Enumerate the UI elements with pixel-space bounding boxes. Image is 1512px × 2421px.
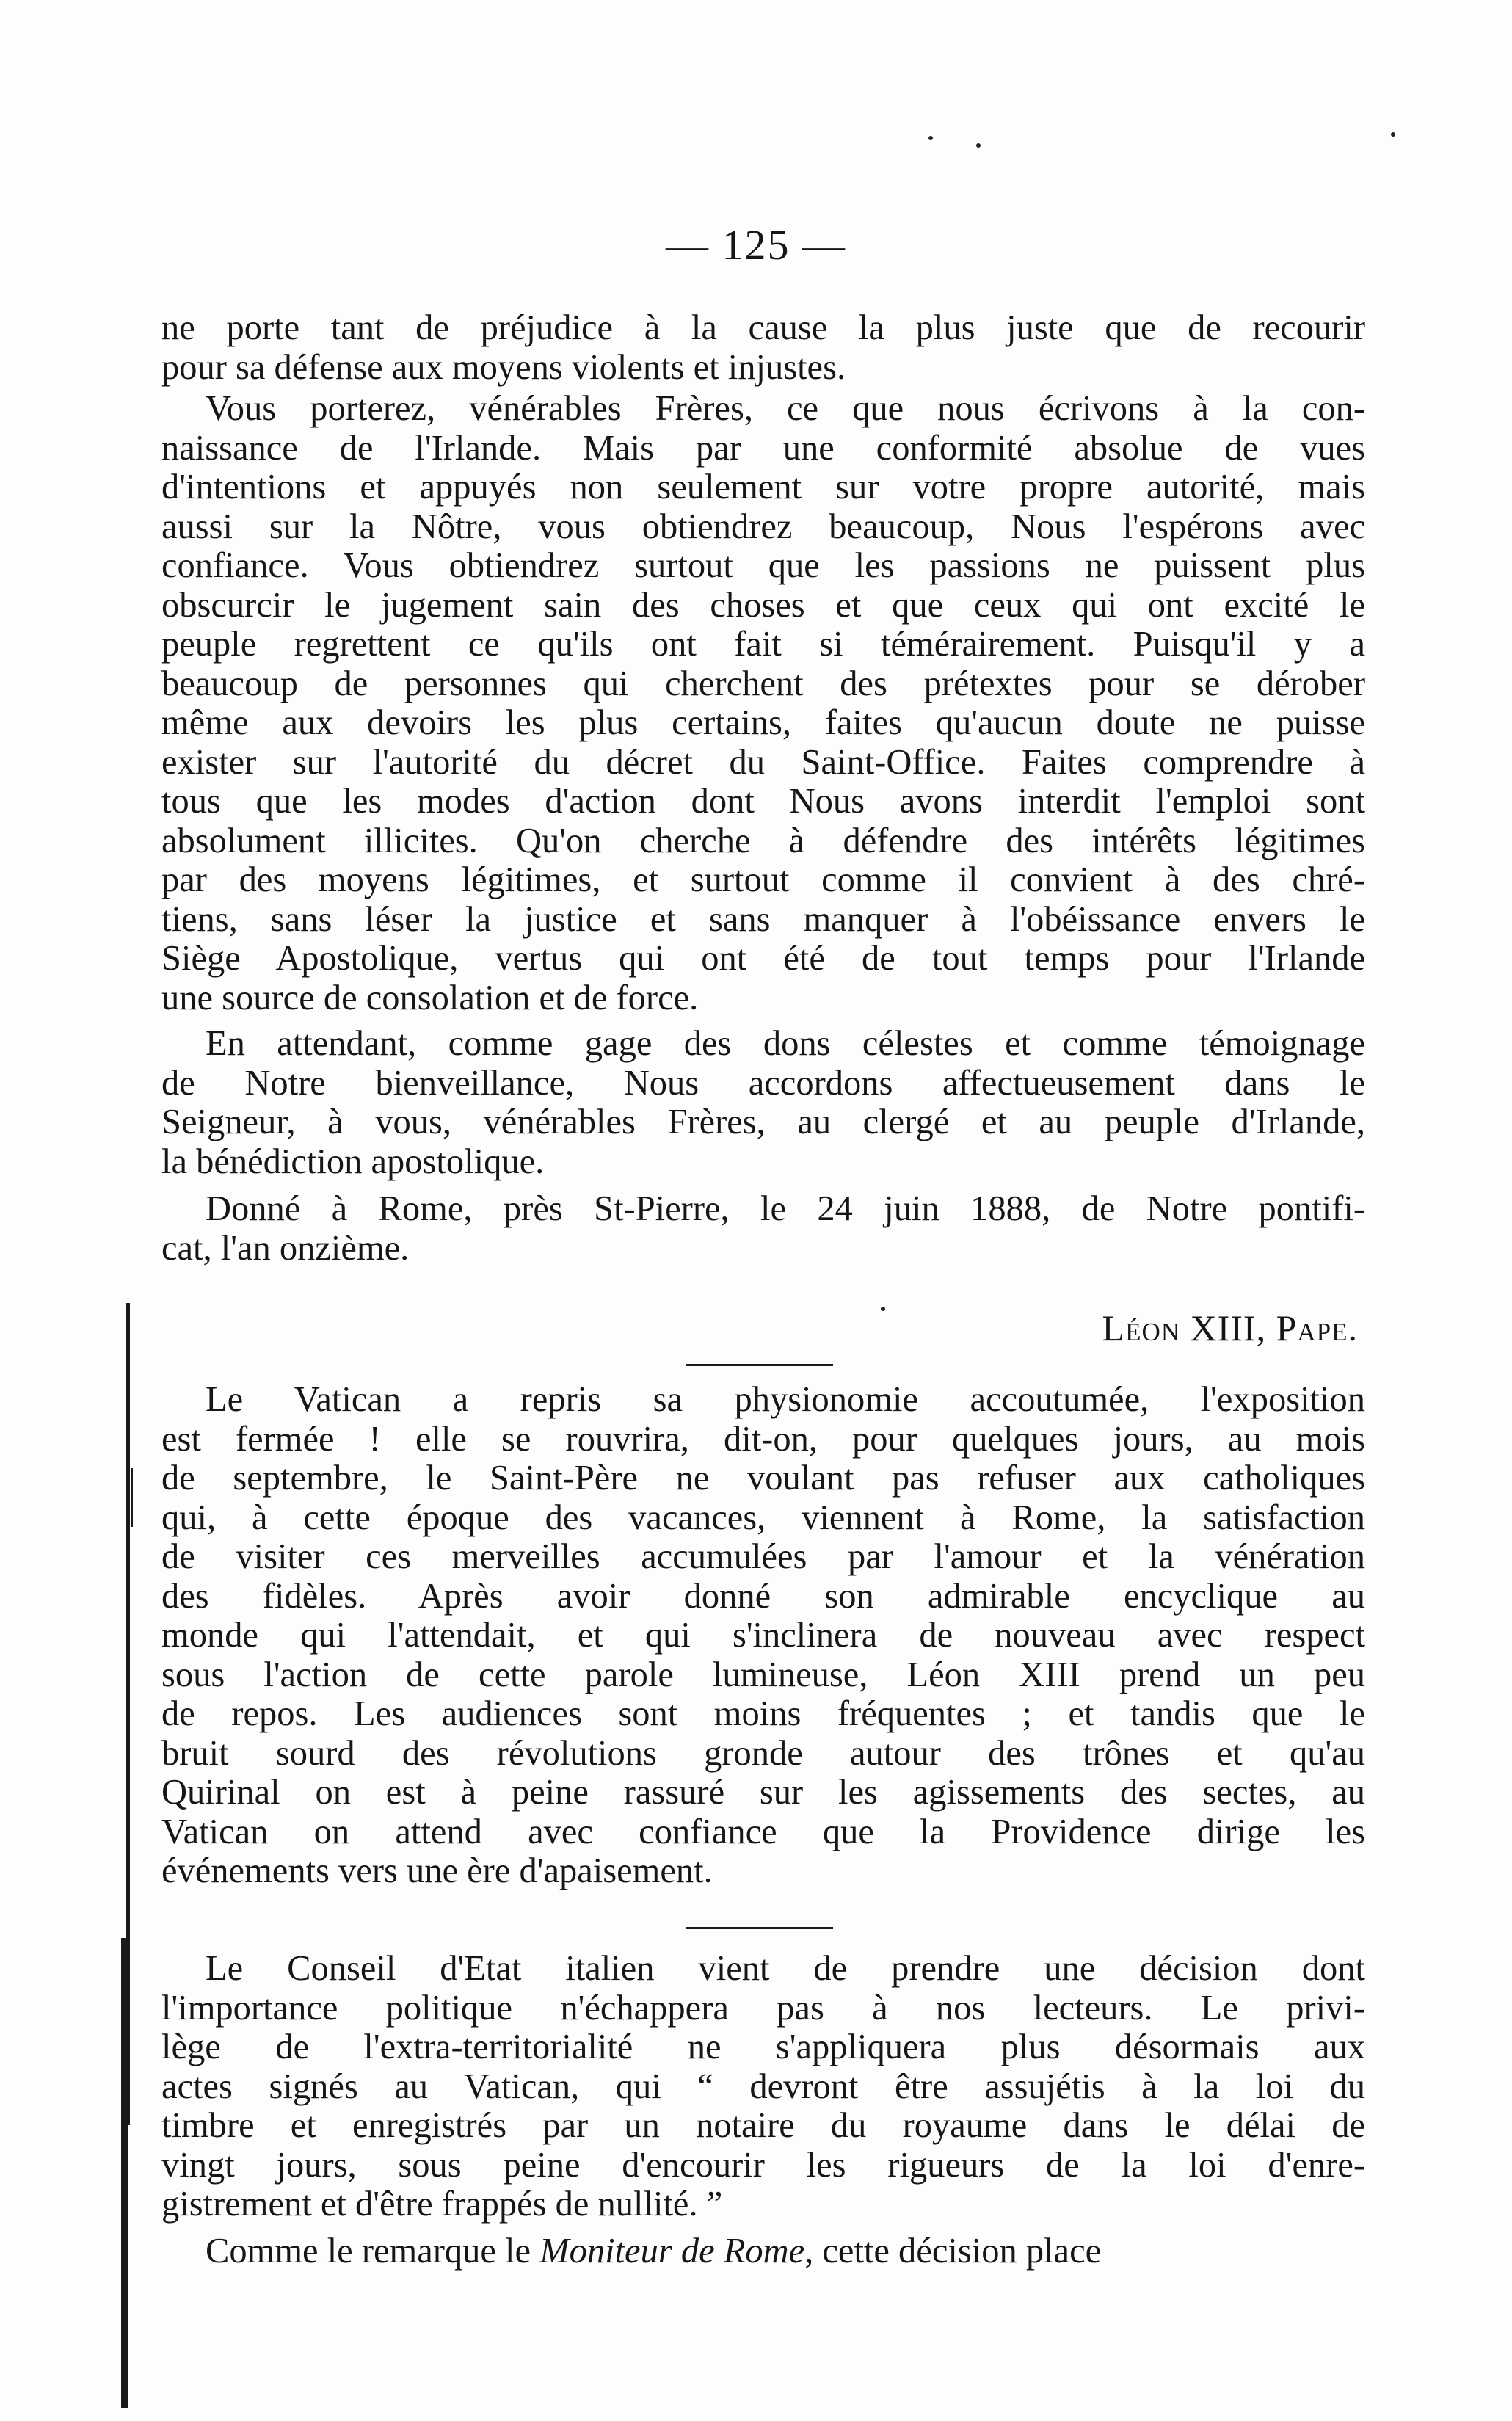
text-line: absolument illicites. Qu'on cherche à défendre des intérêts légitimes <box>161 821 1365 860</box>
text-line: Seigneur, à vous, vénérables Frères, au clergé et au peuple d'Irlande, <box>161 1103 1365 1141</box>
text-line: bruit sourd des révolutions gronde autour des trônes et qu'au <box>161 1733 1365 1773</box>
text-line: monde qui l'attendait, et qui s'inclinera de nouveau avec respect <box>161 1616 1365 1655</box>
text-line: la bénédiction apostolique. <box>161 1141 545 1181</box>
text-line: gistrement et d'être frappés de nullité. ” <box>161 2185 723 2224</box>
text-line: pour sa défense aux moyens violents et injustes. <box>161 347 846 387</box>
text-line: de repos. Les audiences sont moins fréquentes ; et tandis que le <box>161 1694 1365 1733</box>
text-line: actes signés au Vatican, qui “ devront être assujétis à la loi du <box>161 2066 1365 2106</box>
scan-speck <box>1391 132 1395 137</box>
text-line: Vous porterez, vénérables Frères, ce que nous écrivons à la con- <box>206 389 1365 428</box>
section-separator <box>686 1927 833 1929</box>
text-line: même aux devoirs les plus certains, faites qu'aucun doute ne puisse <box>161 703 1365 742</box>
text-line: par des moyens légitimes, et surtout comme il convient à des chré- <box>161 860 1365 899</box>
text-line: naissance de l'Irlande. Mais par une conformité absolue de vues <box>161 428 1365 468</box>
text-line: peuple regrettent ce qu'ils ont fait si témérairement. Puisqu'il y a <box>161 625 1365 664</box>
paragraph-blessing <box>161 1024 1365 1181</box>
margin-rule <box>121 1938 128 2408</box>
text-fragment: , cette décision place <box>804 2232 1102 2271</box>
text-line: l'importance politique n'échappera pas à nos lecteurs. Le privi- <box>161 1988 1365 2028</box>
text-line: des fidèles. Après avoir donné son admirable encyclique au <box>161 1576 1365 1616</box>
section-separator <box>686 1364 833 1366</box>
text-line: événements vers une ère d'apaisement. <box>161 1851 713 1890</box>
text-line: En attendant, comme gage des dons célestes et comme témoignage <box>206 1024 1365 1063</box>
text-line: d'intentions et appuyés non seulement sur votre propre autorité, mais <box>161 468 1365 507</box>
text-line: cat, l'an onzième. <box>161 1228 410 1268</box>
text-line: est fermée ! elle se rouvrira, dit-on, pour quelques jours, au mois <box>161 1419 1365 1459</box>
scan-speck <box>928 136 933 140</box>
paragraph-conseil-detat <box>161 1949 1365 2224</box>
paragraph-continuation <box>161 308 1365 387</box>
text-line: obscurcir le jugement sain des choses et que ceux qui ont excité le <box>161 585 1365 625</box>
text-line: une source de consolation et de force. <box>161 978 699 1017</box>
paragraph-moniteur <box>161 2232 1365 2271</box>
scan-speck <box>976 143 981 148</box>
text-line: Siège Apostolique, vertus qui ont été de tout temps pour l'Irlande <box>161 939 1365 978</box>
text-line: ne porte tant de préjudice à la cause la plus juste que de recourir <box>161 308 1365 347</box>
text-line: de Notre bienveillance, Nous accordons affectueusement dans le <box>161 1063 1365 1103</box>
paragraph-encyclical-instructions <box>161 389 1365 1017</box>
text-line: exister sur l'autorité du décret du Saint-Office. Faites comprendre à <box>161 742 1365 782</box>
text-line: Quirinal on est à peine rassuré sur les agissements des sectes, au <box>161 1773 1365 1812</box>
text-line: aussi sur la Nôtre, vous obtiendrez beaucoup, Nous l'espérons avec <box>161 507 1365 546</box>
text-line: vingt jours, sous peine d'encourir les rigueurs de la loi d'enre- <box>161 2145 1365 2185</box>
text-line: de visiter ces merveilles accumulées par l'amour et la vénération <box>161 1537 1365 1576</box>
text-line: lège de l'extra-territorialité ne s'appliquera plus désormais aux <box>161 2028 1365 2066</box>
text-line: tiens, sans léser la justice et sans manquer à l'obéissance envers le <box>161 899 1365 939</box>
scan-speck <box>881 1307 885 1311</box>
text-line: Donné à Rome, près St-Pierre, le 24 juin 1888, de Notre pontifi- <box>206 1189 1365 1228</box>
text-line: timbre et enregistrés par un notaire du royaume dans le délai de <box>161 2106 1365 2145</box>
text-line: qui, à cette époque des vacances, viennent à Rome, la satisfaction <box>161 1498 1365 1537</box>
text-line: confiance. Vous obtiendrez surtout que les passions ne puissent plus <box>161 546 1365 585</box>
text-line: sous l'action de cette parole lumineuse, Léon XIII prend un peu <box>161 1655 1365 1694</box>
paragraph-dateline <box>161 1189 1365 1268</box>
text-line: Le Conseil d'Etat italien vient de prendre une décision dont <box>206 1949 1365 1988</box>
margin-rule <box>131 1468 133 1527</box>
text-line: tous que les modes d'action dont Nous avons interdit l'emploi sont <box>161 782 1365 821</box>
text-line: de septembre, le Saint-Père ne voulant pas refuser aux catholiques <box>161 1459 1365 1498</box>
text-line <box>161 2232 1365 2271</box>
publication-title: Moniteur de Rome <box>539 2232 805 2271</box>
page-number: — 125 — <box>666 221 846 269</box>
text-fragment: Comme le remarque le <box>206 2232 540 2271</box>
text-line: Le Vatican a repris sa physionomie accoutumée, l'exposition <box>206 1380 1365 1419</box>
signature: Léon XIII, Pape. <box>1102 1307 1358 1349</box>
text-line: beaucoup de personnes qui cherchent des prétextes pour se dérober <box>161 664 1365 703</box>
text-line: Vatican on attend avec confiance que la Providence dirige les <box>161 1812 1365 1851</box>
paragraph-vatican-news <box>161 1380 1365 1891</box>
